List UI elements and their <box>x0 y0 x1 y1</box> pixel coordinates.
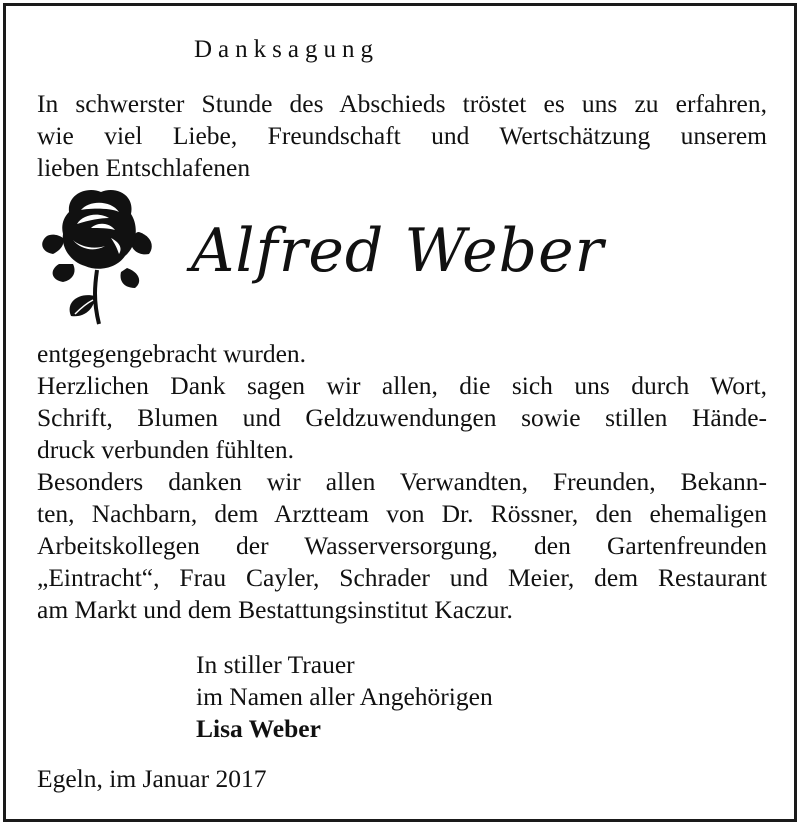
body-line-7: Arbeitskollegen der Wasserversorgung, den Gartenfreunden <box>37 531 767 560</box>
obituary-notice <box>3 3 797 822</box>
body-line-6: ten, Nachbarn, dem Arztteam von Dr. Rössner, den ehemaligen <box>37 499 767 528</box>
intro-line-2: wie viel Liebe, Freundschaft und Wertschätzung unserem <box>37 121 767 150</box>
place-date: Egeln, im Januar 2017 <box>37 764 267 793</box>
body-line-8: „Eintracht“, Frau Cayler, Schrader und Meier, dem Restaurant <box>37 563 767 592</box>
body-line-3: Schrift, Blumen und Geldzuwendungen sowie stillen Hände- <box>37 403 767 432</box>
rose-icon <box>39 184 157 326</box>
intro-line-1: In schwerster Stunde des Abschieds tröstet es uns zu erfahren, <box>37 89 767 118</box>
intro-line-3: lieben Entschlafenen <box>37 153 251 182</box>
signature-line-1: In stiller Trauer <box>196 650 355 679</box>
body-line-2: Herzlichen Dank sagen wir allen, die sich uns durch Wort, <box>37 371 767 400</box>
body-line-1: entgegengebracht wurden. <box>37 339 307 368</box>
body-line-4: druck verbunden fühlten. <box>37 435 295 464</box>
body-line-9: am Markt und dem Bestattungsinstitut Kaczur. <box>37 595 513 624</box>
body-line-5: Besonders danken wir allen Verwandten, Freunden, Bekann- <box>37 467 767 496</box>
signature-line-2: im Namen aller Angehörigen <box>196 682 493 711</box>
signature-signer: Lisa Weber <box>196 714 321 743</box>
notice-heading: Danksagung <box>194 36 379 63</box>
deceased-name: Alfred Weber <box>191 216 605 286</box>
